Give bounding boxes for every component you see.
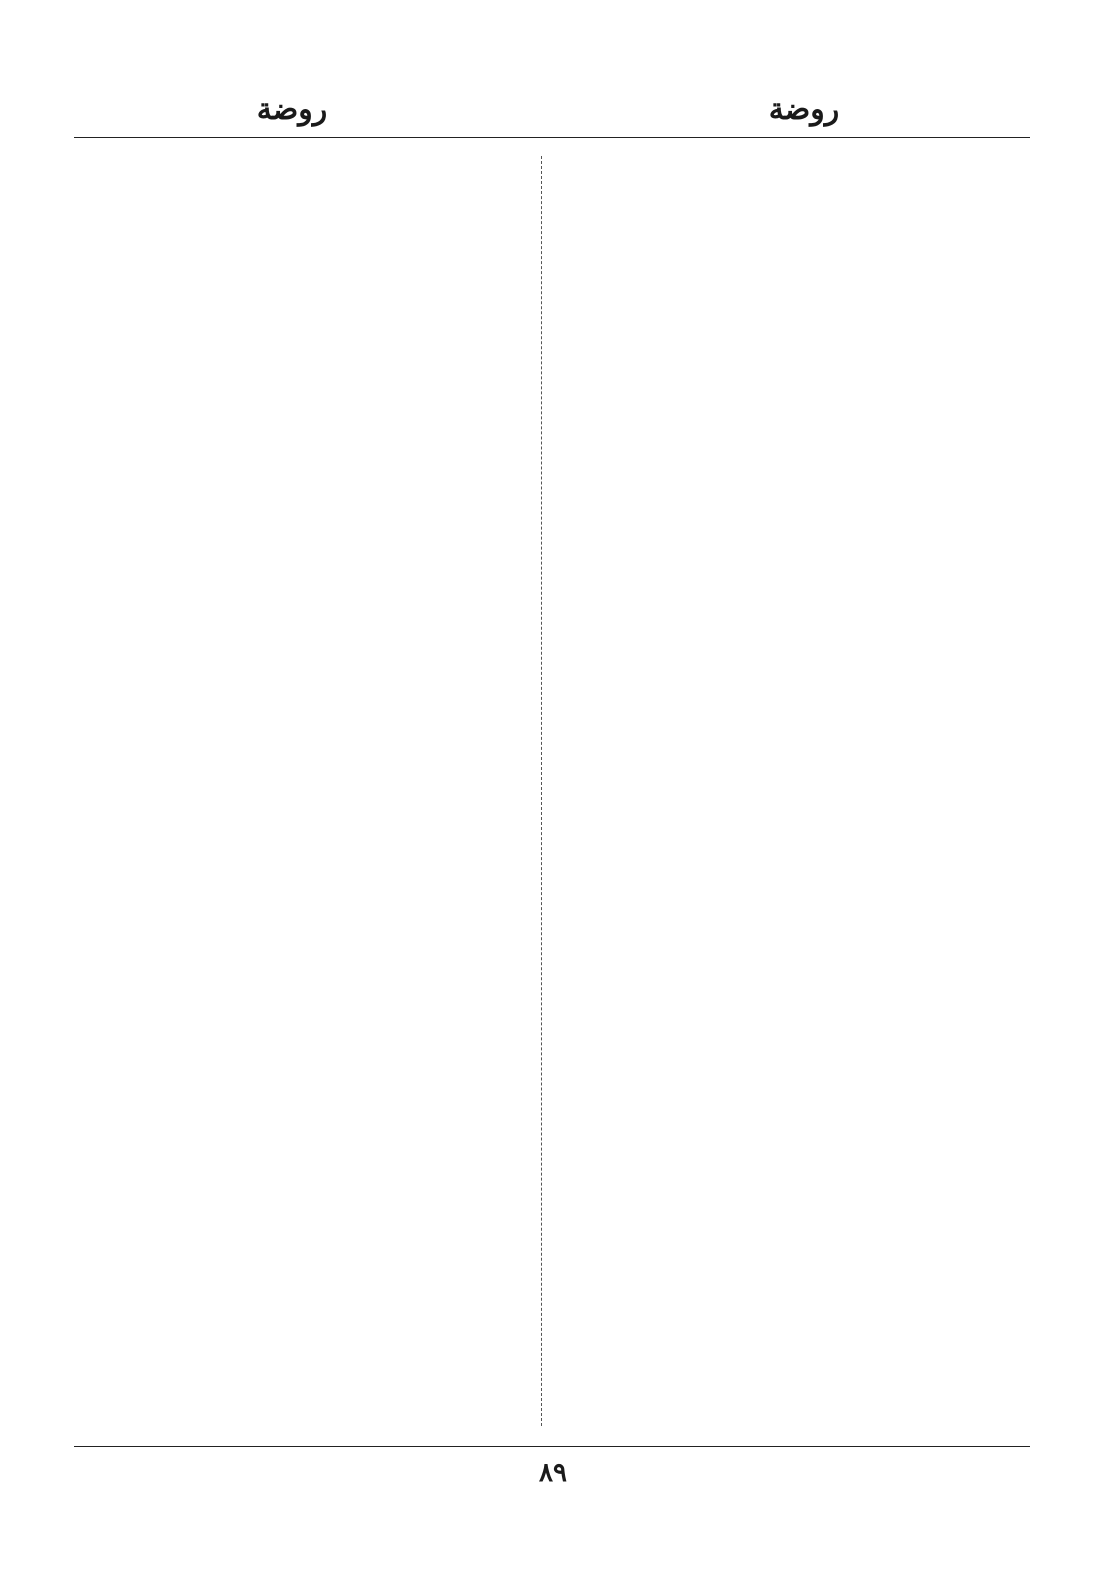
footer-rule [74, 1446, 1030, 1447]
running-header-left: روضة [256, 92, 328, 127]
column-divider [541, 156, 542, 1426]
left-column [74, 148, 530, 1436]
page-number: ٨٩ [539, 1458, 567, 1488]
right-column [556, 148, 1030, 1436]
header-rule [74, 137, 1030, 138]
running-header-right: روضة [768, 92, 840, 127]
